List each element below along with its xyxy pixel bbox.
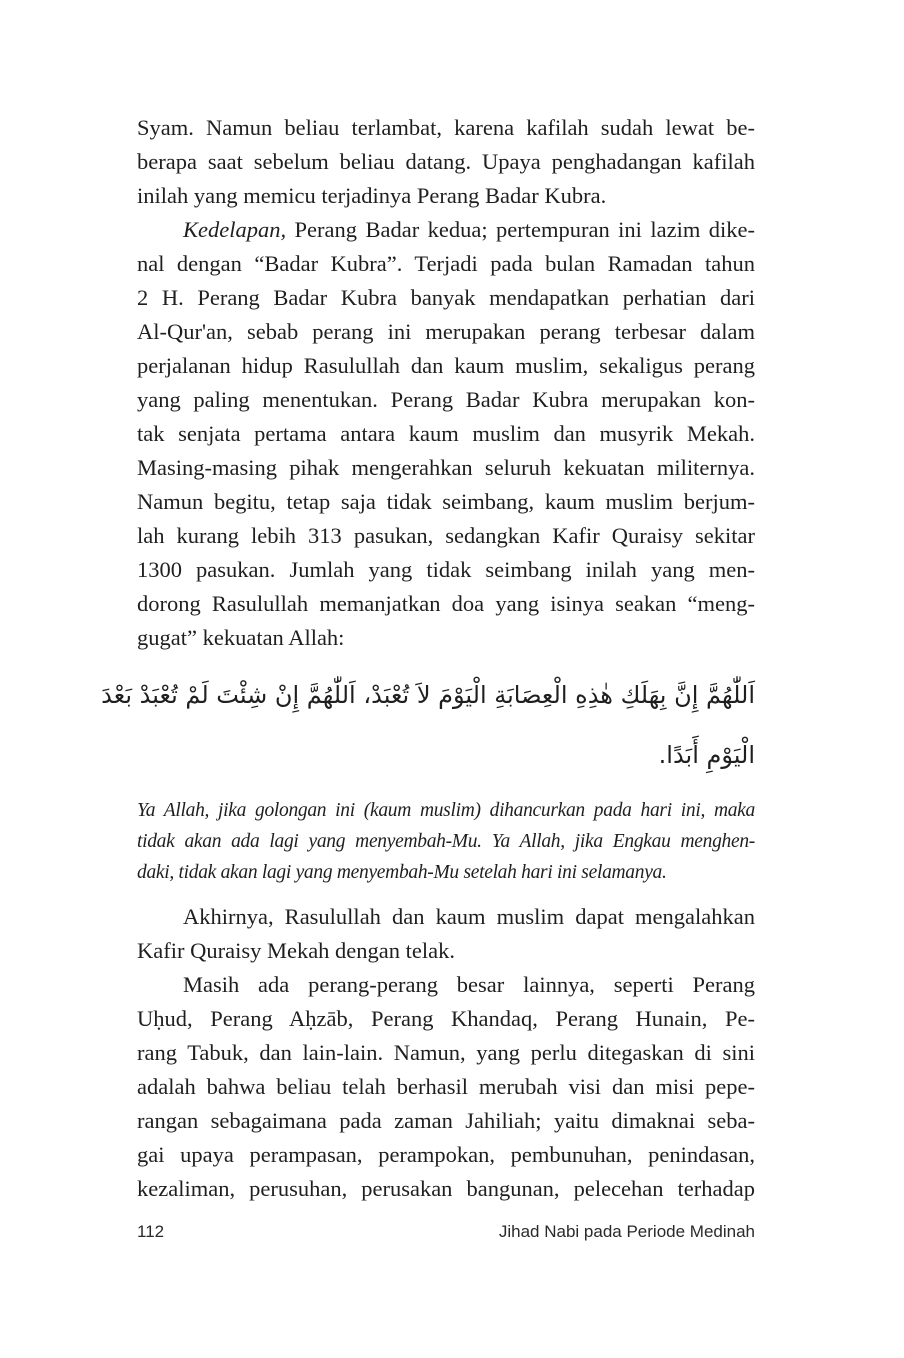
text-line: rangan sebagaimana pada zaman Jahiliah; yaitu dimaknai seba-: [137, 1108, 755, 1133]
translation-line: Ya Allah, jika golongan ini (kaum muslim) dihancurkan pada hari ini, maka: [137, 800, 755, 821]
page-number: 112: [137, 1222, 165, 1241]
text-line: inilah yang memicu terjadinya Perang Badar Kubra.: [137, 183, 607, 208]
arabic-prayer: [101, 665, 755, 785]
text-line: [137, 213, 755, 247]
text-line: Namun begitu, tetap saja tidak seimbang, kaum muslim berjum-: [137, 489, 755, 514]
paragraph-akhirnya: [137, 900, 755, 968]
page-body: [101, 111, 755, 1206]
translation-line: tidak akan ada lagi yang menyembah-Mu. Ya Allah, jika Engkau menghen-: [137, 831, 755, 852]
text-line: lah kurang lebih 313 pasukan, sedangkan Kafir Quraisy sekitar: [137, 523, 755, 548]
text-line: Masing-masing pihak mengerahkan seluruh kekuatan militernya.: [137, 455, 755, 480]
arabic-line: الْيَوْمِ أَبَدًا.: [658, 741, 755, 769]
text-line: nal dengan “Badar Kubra”. Terjadi pada bulan Ramadan tahun: [137, 251, 755, 276]
text-line: berapa saat sebelum beliau datang. Upaya penghadangan kafilah: [137, 149, 755, 174]
text-line: 1300 pasukan. Jumlah yang tidak seimbang inilah yang men-: [137, 557, 755, 582]
text-line: tak senjata pertama antara kaum muslim dan musyrik Mekah.: [137, 421, 755, 446]
paragraph-masih-ada: [137, 968, 755, 1206]
text-line: Syam. Namun beliau terlambat, karena kafilah sudah lewat be-: [137, 115, 755, 140]
text-line: Al-Qur'an, sebab perang ini merupakan perang terbesar dalam: [137, 319, 755, 344]
italic-lead: Kedelapan,: [183, 217, 287, 242]
text-line: kezaliman, perusuhan, perusakan bangunan, pelecehan terhadap: [137, 1176, 755, 1201]
text-line: gai upaya perampasan, perampokan, pembunuhan, penindasan,: [137, 1142, 755, 1167]
text-line: adalah bahwa beliau telah berhasil merubah visi dan misi pepe-: [137, 1074, 755, 1099]
text-line: Masih ada perang-perang besar lainnya, seperti Perang: [183, 972, 755, 997]
text-line: rang Tabuk, dan lain-lain. Namun, yang perlu ditegaskan di sini: [137, 1040, 755, 1065]
text-line: 2 H. Perang Badar Kubra banyak mendapatkan perhatian dari: [137, 285, 755, 310]
translation-line: daki, tidak akan lagi yang menyembah-Mu setelah hari ini selamanya.: [137, 862, 667, 883]
text-line: Kafir Quraisy Mekah dengan telak.: [137, 938, 456, 963]
text-line: gugat” kekuatan Allah:: [137, 625, 345, 650]
first-line-rest: Perang Badar kedua; pertempuran ini lazim dike-: [286, 217, 755, 242]
text-line: Akhirnya, Rasulullah dan kaum muslim dapat mengalahkan: [183, 904, 755, 929]
text-line: perjalanan hidup Rasulullah dan kaum muslim, sekaligus perang: [137, 353, 755, 378]
text-line: Uḥud, Perang Aḥzāb, Perang Khandaq, Perang Hunain, Pe-: [137, 1006, 755, 1031]
text-line: yang paling menentukan. Perang Badar Kubra merupakan kon-: [137, 387, 755, 412]
prayer-translation: [137, 795, 755, 888]
arabic-line: اَللّٰهُمَّ إِنَّ بِهَلَكِ هٰذِهِ الْعِصَابَةِ الْيَوْمَ لاَ تُعْبَدْ، اَللّٰهُمَّ إِنْ شِئْتَ لَمْ تُعْبَدْ بَعْدَ: [101, 681, 755, 709]
paragraph-kedelapan: [137, 213, 755, 655]
running-title: Jihad Nabi pada Periode Medinah: [498, 1222, 755, 1241]
text-line: dorong Rasulullah memanjatkan doa yang isinya seakan “meng-: [137, 591, 755, 616]
paragraph-syam: [137, 111, 755, 213]
